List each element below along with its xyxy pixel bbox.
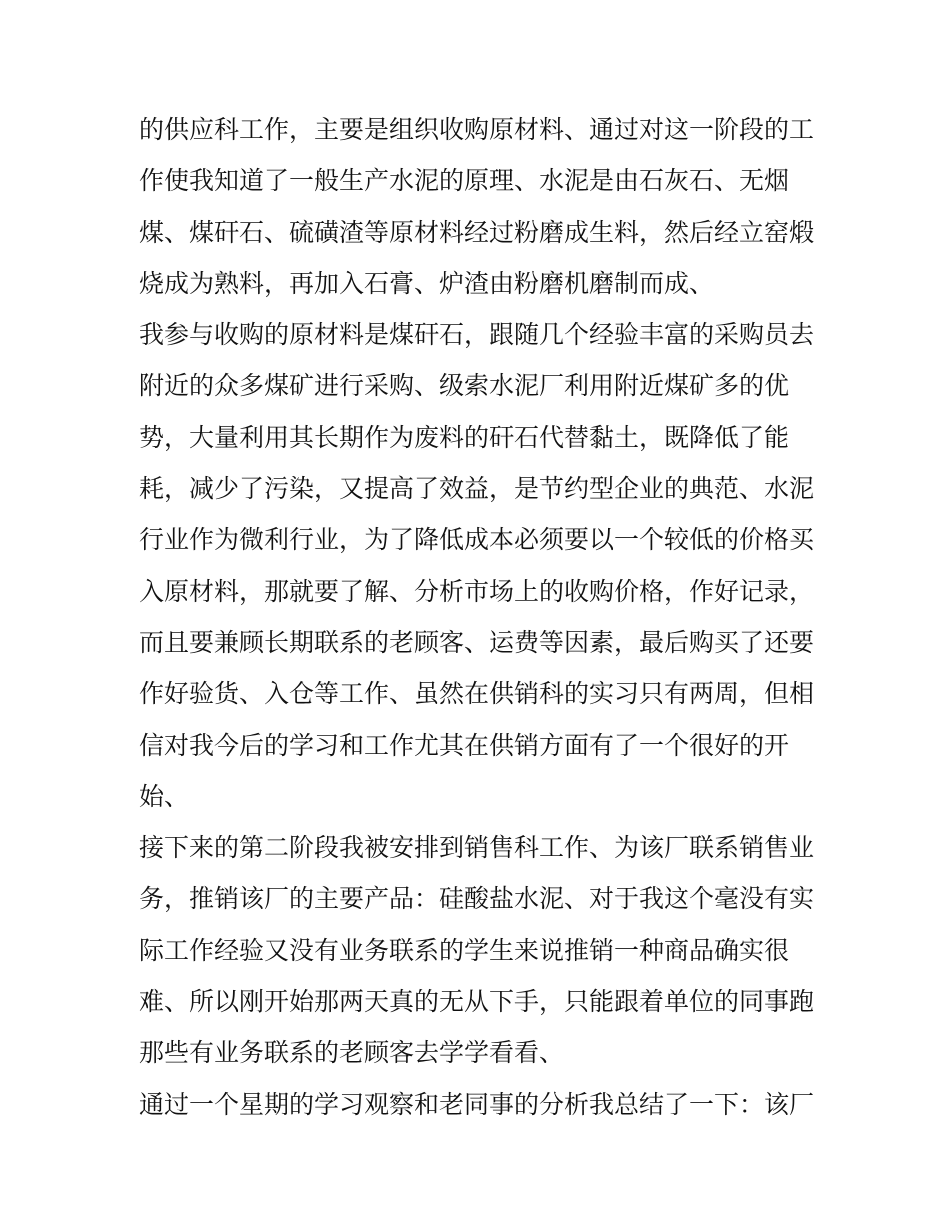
text-line: 我参与收购的原材料是煤矸石，跟随几个经验丰富的采购员去	[139, 320, 815, 350]
text-line: 势，大量利用其长期作为废料的矸石代替黏土，既降低了能	[139, 422, 790, 452]
text-line: 那些有业务联系的老顾客去学学看看、	[139, 1038, 565, 1068]
text-line: 的供应科工作，主要是组织收购原材料、通过对这一阶段的工	[139, 115, 815, 144]
text-line: 信对我今后的学习和工作尤其在供销方面有了一个很好的开	[139, 730, 790, 760]
text-line: 作使我知道了一般生产水泥的原理、水泥是由石灰石、无烟	[139, 166, 790, 196]
text-line: 而且要兼顾长期联系的老顾客、运费等因素，最后购买了还要	[139, 627, 815, 657]
text-line: 际工作经验又没有业务联系的学生来说推销一种商品确实很	[139, 935, 790, 965]
text-line: 行业作为微利行业，为了降低成本必须要以一个较低的价格买	[139, 525, 815, 555]
text-line: 烧成为熟料，再加入石膏、炉渣由粉磨机磨制而成、	[139, 268, 715, 298]
body-text	[139, 104, 819, 1130]
text-line: 附近的众多煤矿进行采购、级索水泥厂利用附近煤矿多的优	[139, 371, 790, 401]
text-line: 难、所以刚开始那两天真的无从下手，只能跟着单位的同事跑	[139, 987, 815, 1017]
text-line: 务，推销该厂的主要产品：硅酸盐水泥、对于我这个毫没有实	[139, 884, 815, 914]
text-line: 通过一个星期的学习观察和老同事的分析我总结了一下：该厂	[139, 1089, 815, 1119]
text-line: 入原材料，那就要了解、分析市场上的收购价格，作好记录，	[139, 576, 815, 606]
text-line: 始、	[139, 781, 190, 811]
text-line: 耗，减少了污染，又提高了效益，是节约型企业的典范、水泥	[139, 474, 815, 504]
text-line: 接下来的第二阶段我被安排到销售科工作、为该厂联系销售业	[139, 833, 815, 863]
text-line: 作好验货、入仓等工作、虽然在供销科的实习只有两周，但相	[139, 679, 815, 709]
text-line: 煤、煤矸石、硫磺渣等原材料经过粉磨成生料，然后经立窑煅	[139, 217, 815, 247]
